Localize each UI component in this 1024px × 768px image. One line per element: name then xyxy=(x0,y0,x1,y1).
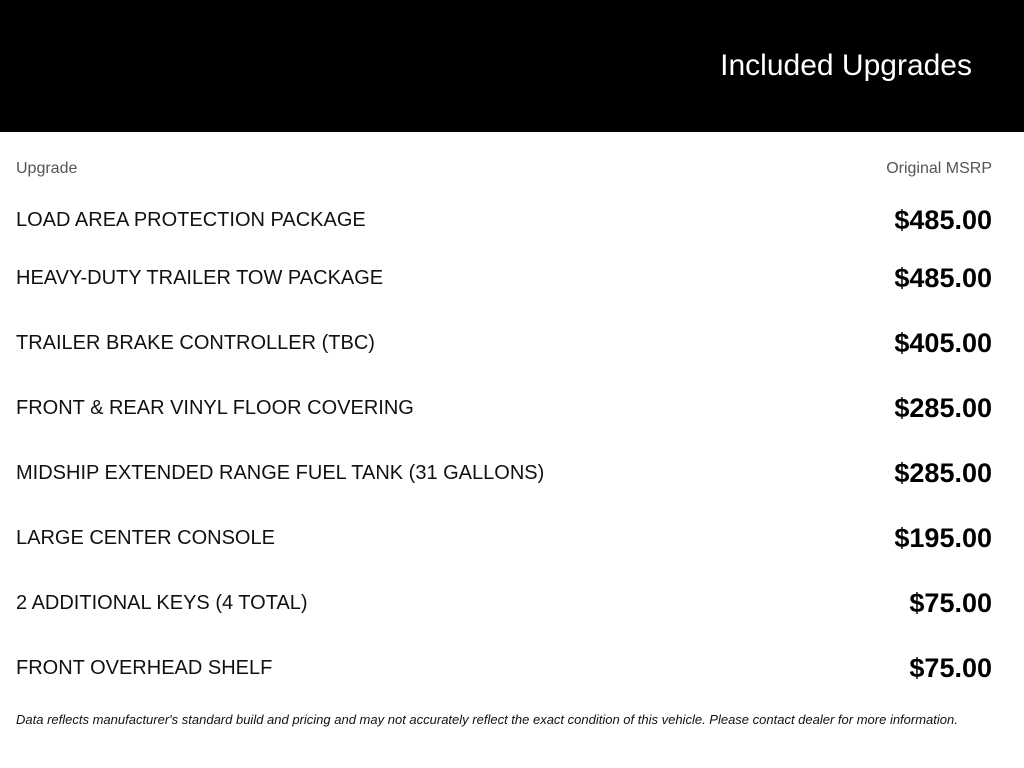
page-title: Included Upgrades xyxy=(720,49,972,82)
table-header xyxy=(16,158,992,180)
upgrade-price: $485.00 xyxy=(894,262,992,293)
upgrade-price: $285.00 xyxy=(894,457,992,488)
table-body xyxy=(16,195,992,700)
upgrade-price: $485.00 xyxy=(894,205,992,235)
upgrade-price: $405.00 xyxy=(894,327,992,358)
column-header-msrp: Original MSRP xyxy=(886,160,992,177)
column-header-upgrade: Upgrade xyxy=(16,160,78,177)
table-row xyxy=(16,620,992,700)
upgrade-name: HEAVY-DUTY TRAILER TOW PACKAGE xyxy=(16,266,384,289)
upgrade-name: FRONT & REAR VINYL FLOOR COVERING xyxy=(16,396,414,419)
upgrade-price: $75.00 xyxy=(909,587,992,618)
upgrade-price: $285.00 xyxy=(894,392,992,423)
upgrade-price: $195.00 xyxy=(894,522,992,553)
upgrade-name: TRAILER BRAKE CONTROLLER (TBC) xyxy=(16,331,375,354)
upgrade-name: MIDSHIP EXTENDED RANGE FUEL TANK (31 GALLONS) xyxy=(16,461,545,484)
header-banner xyxy=(0,0,1024,132)
upgrade-price: $75.00 xyxy=(909,652,992,683)
upgrade-name: LARGE CENTER CONSOLE xyxy=(16,526,275,549)
disclaimer-text: Data reflects manufacturer's standard build and pricing and may not accurately reflect the exact condition of this vehicle. Please contact dealer for more information. xyxy=(16,712,958,727)
upgrade-name: FRONT OVERHEAD SHELF xyxy=(16,656,273,679)
upgrade-name: LOAD AREA PROTECTION PACKAGE xyxy=(16,209,366,231)
upgrade-name: 2 ADDITIONAL KEYS (4 TOTAL) xyxy=(16,591,308,614)
upgrades-table xyxy=(16,158,992,700)
